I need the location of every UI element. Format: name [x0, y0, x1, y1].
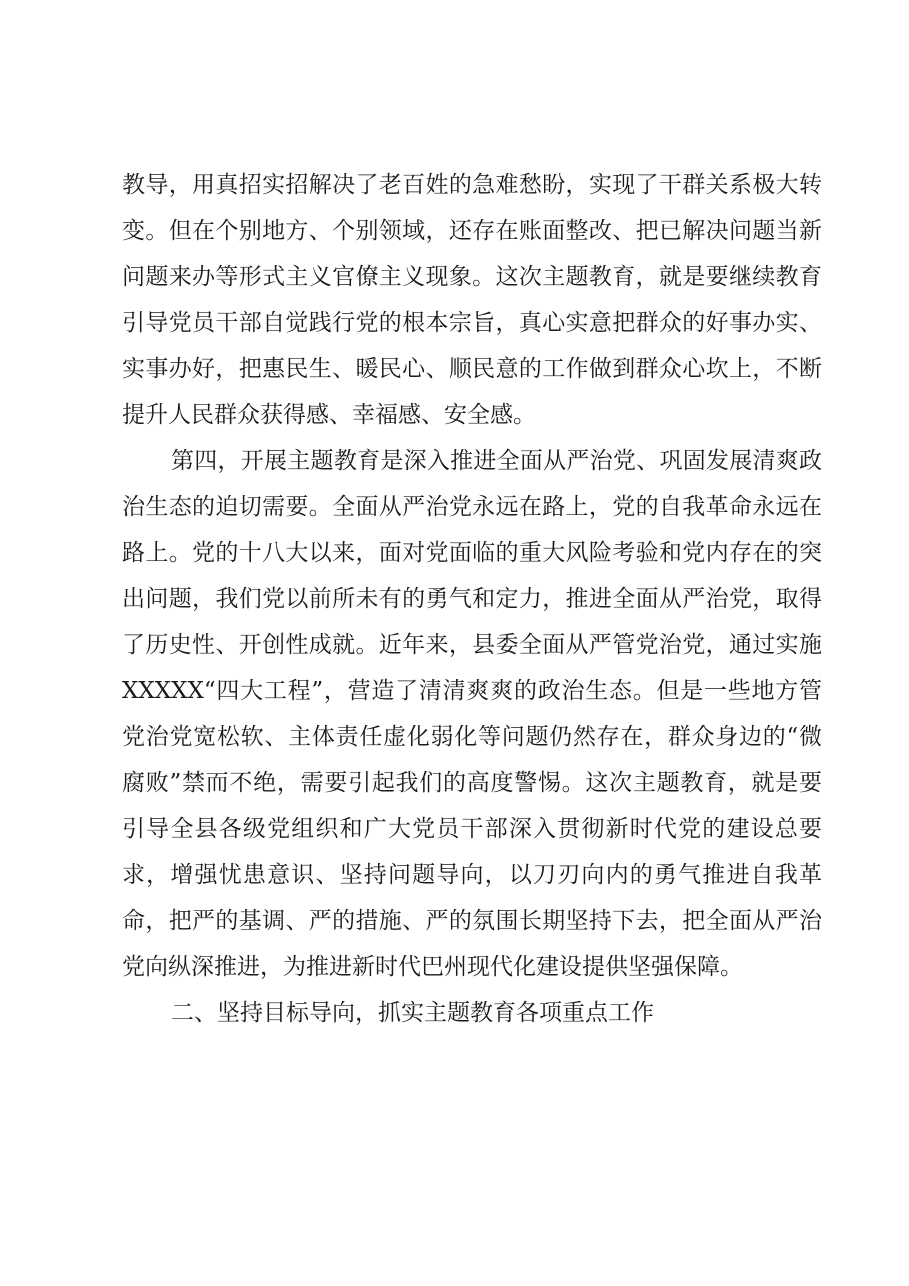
section-heading: 二、坚持目标导向，抓实主题教育各项重点工作	[171, 1000, 654, 1026]
paragraph-fourth: 第四，开展主题教育是深入推进全面从严治党、巩固发展清爽政治生态的迫切需要。全面从严治党永远在路上，党的自我革命永远在路上。党的十八大以来，面对党面临的重大风险考验和党内存在的突出问题，我们党以前所未有的勇气和定力，推进全面从严治党，取得了历史性、开创性成就。近年来，县委全面从严管党治党，通过实施XXXXX“四大工程”，营造了清清爽爽的政治生态。但是一些地方管党治党宽松软、主体责任虚化弱化等问题仍然存在，群众身边的“微腐败”禁而不绝，需要引起我们的高度警惕。这次主题教育，就是要引导全县各级党组织和广大党员干部深入贯彻新时代党的建设总要求，增强忧患意识、坚持问题导向，以刀刃向内的勇气推进自我革命，把严的基调、严的措施、严的氛围长期坚持下去，把全面从严治党向纵深推进，为推进新时代巴州现代化建设提供坚强保障。	[122, 448, 822, 980]
paragraph-continued: 教导，用真招实招解决了老百姓的急难愁盼，实现了干群关系极大转变。但在个别地方、个别领域，还存在账面整改、把已解决问题当新问题来办等形式主义官僚主义现象。这次主题教育，就是要继续教育引导党员干部自觉践行党的根本宗旨，真心实意把群众的好事办实、实事办好，把惠民生、暖民心、顺民意的工作做到群众心坎上，不断提升人民群众获得感、幸福感、安全感。	[122, 172, 822, 428]
document-body	[122, 162, 822, 1036]
